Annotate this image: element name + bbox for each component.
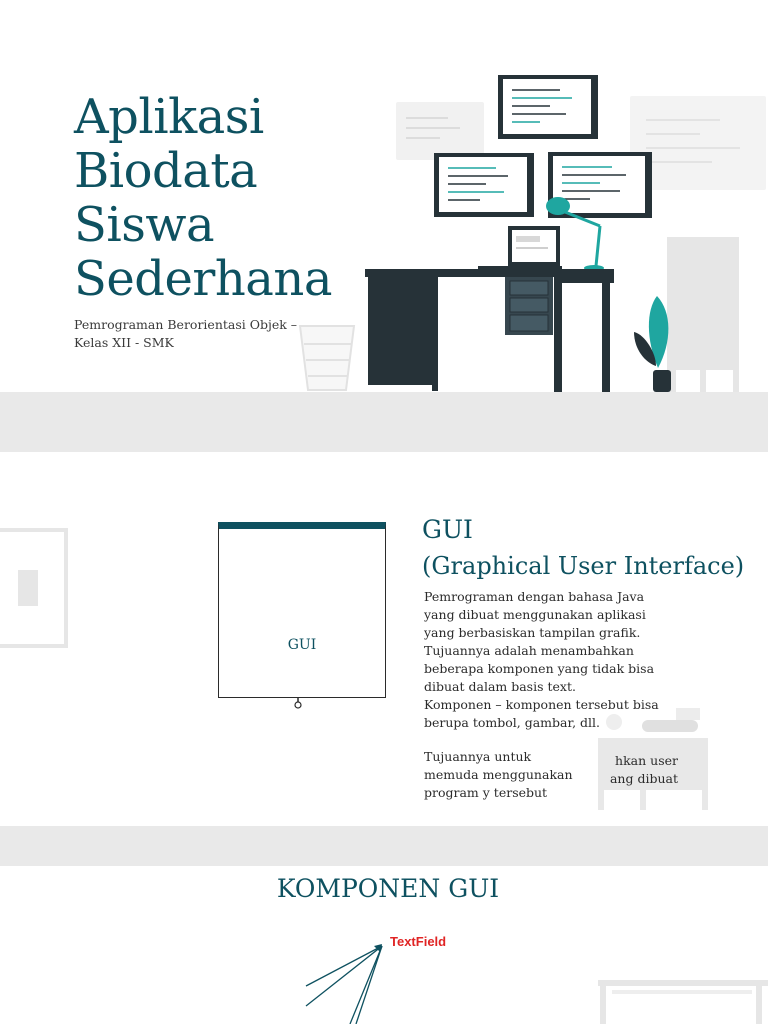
floor-band <box>0 392 768 432</box>
paragraph-line: hkan user <box>615 753 678 768</box>
title-slide <box>0 0 768 432</box>
subtitle-line: Kelas XII - SMK <box>74 335 174 350</box>
subtitle-line: Pemrograman Berorientasi Objek – <box>74 317 298 332</box>
komponen-slide <box>0 866 768 1024</box>
paragraph-line: program y tersebut <box>424 785 548 800</box>
paragraph-line: yang berbasiskan tampilan grafik. <box>424 625 641 640</box>
slide-divider <box>0 826 768 866</box>
gui-description <box>424 588 676 732</box>
paragraph-line: Komponen – komponen tersebut bisa <box>424 697 659 712</box>
laptop <box>478 226 562 270</box>
slide-subtitle <box>74 316 324 352</box>
paragraph-line: Tujuannya untuk <box>424 749 532 764</box>
paragraph-line: dibuat dalam basis text. <box>424 679 576 694</box>
paragraph-line: ang dibuat <box>609 771 678 786</box>
monitor-left <box>434 153 534 217</box>
potted-plant <box>634 296 671 392</box>
slide-title <box>74 90 332 306</box>
slide-divider <box>0 432 768 452</box>
gui-heading <box>422 512 744 584</box>
desk <box>365 269 614 393</box>
monitor-top <box>498 75 598 139</box>
title-line: Siswa <box>74 197 215 253</box>
faded-wall-frame <box>0 530 66 646</box>
heading-line-2: (Graphical User Interface) <box>422 552 745 580</box>
paragraph-line: Tujuannya adalah menambahkan <box>424 643 634 658</box>
paragraph-line: beberapa komponen yang tidak bisa <box>424 661 655 676</box>
textfield-label: TextField <box>390 934 447 949</box>
side-cabinet <box>667 237 739 392</box>
komponen-heading: KOMPONEN GUI <box>276 874 500 903</box>
paragraph-line: memuda menggunakan <box>424 767 573 782</box>
faded-screen-left <box>396 102 484 160</box>
whiteboard <box>218 522 386 698</box>
pointer-lines <box>306 946 382 1024</box>
title-line: Sederhana <box>74 251 332 307</box>
purpose-text-right <box>598 752 678 788</box>
gui-slide <box>0 452 768 826</box>
purpose-text-left <box>424 748 594 802</box>
paragraph-line: Pemrograman dengan bahasa Java <box>424 589 645 604</box>
whiteboard-label: GUI <box>287 637 317 653</box>
heading-line-1: GUI <box>422 515 473 544</box>
paragraph-line: berupa tombol, gambar, dll. <box>424 715 601 730</box>
title-line: Biodata <box>74 143 258 199</box>
faded-table <box>598 980 768 1024</box>
title-line: Aplikasi <box>74 89 264 145</box>
board-pin <box>295 702 301 708</box>
paragraph-line: yang dibuat menggunakan aplikasi <box>424 607 646 622</box>
